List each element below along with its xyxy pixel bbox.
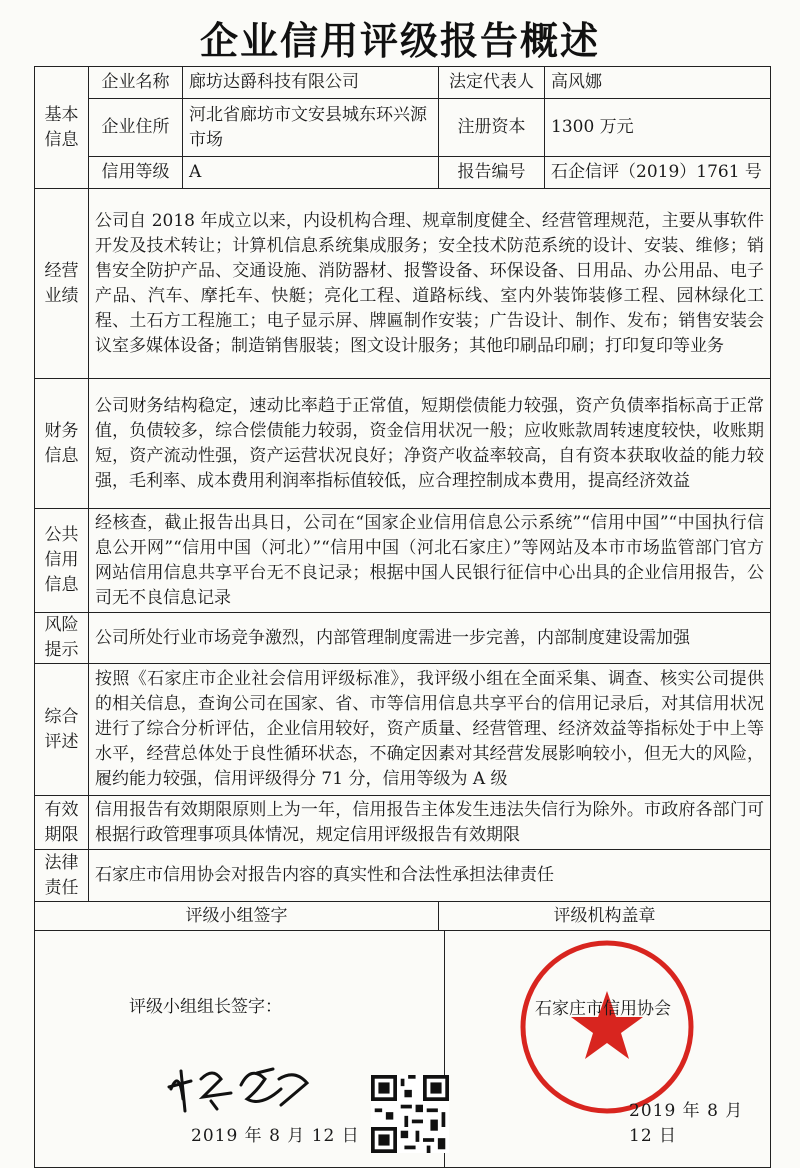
company-name-label: 企业名称 [89,67,183,99]
section-finance: 财务 信息 [35,379,89,509]
leader-signature-label: 评级小组组长签字： [129,997,282,1017]
address-label: 企业住所 [89,99,183,157]
validity-text: 信用报告有效期限原则上为一年，信用报告主体发生违法失信行为除外。市政府各部门可根据行政管理事项具体情况，规定信用评级报告有效期限 [89,796,771,850]
sign-group-header: 评级小组签字 [35,902,439,931]
report-no-value: 石企信评（2019）1761 号 [545,157,771,189]
address-value: 河北省廊坊市文安县城东环兴源市场 [183,99,439,157]
seal-org-header: 评级机构盖章 [439,902,771,931]
qr-code [371,1075,449,1153]
finance-text: 公司财务结构稳定，速动比率趋于正常值，短期偿债能力较强，资产负债率指标高于正常值，负债较多，综合偿债能力较弱，资金信用状况一般；应收账款周转速度较快，收账期短，资产流动性强，资产运营状况良好；净资产收益率较高，自有资本获取收益的能力较强，毛利率、成本费用利润率指标值较低，应合理控制成本费用，提高经济效益 [89,379,771,509]
section-validity: 有效 期限 [35,796,89,850]
summary-text: 按照《石家庄市企业社会信用评级标准》，我评级小组在全面采集、调查、核实公司提供的相关信息，查询公司在国家、省、市等信用信息共享平台的信用记录后，对其信用状况进行了综合分析评估，企业信用较好，资产质量、经营管理、经济效益等指标处于中上等水平，经营总体处于良性循环状态，不确定因素对其经营发展影响较小，但无大的风险，履约能力较强，信用评级得分 71 分，信用等级为 A 级 [89,664,771,796]
business-text: 公司自 2018 年成立以来，内设机构合理、规章制度健全、经营管理规范，主要从事软件开发及技术转让；计算机信息系统集成服务；安全技术防范系统的设计、安装、维修；销售安全防护产品、交通设施、消防器材、报警设备、环保设备、日用品、办公用品、电子产品、汽车、摩托车、快艇；亮化工程、道路标线、室内外装饰装修工程、园林绿化工程、土石方工程施工；电子显示屏、牌匾制作安装；广告设计、制作、发布；销售安装会议室多媒体设备；制造销售服装；图文设计服务；其他印刷品印刷；打印复印等业务 [89,189,771,379]
legal-rep-value: 高风娜 [545,67,771,99]
credit-grade-label: 信用等级 [89,157,183,189]
report-table [34,66,771,1168]
signature-area [35,931,771,1168]
handwritten-signature [161,1049,321,1119]
liability-text: 石家庄市信用协会对报告内容的真实性和合法性承担法律责任 [89,850,771,902]
section-risk: 风险 提示 [35,613,89,664]
public-credit-text: 经核查，截止报告出具日，公司在“国家企业信用信息公示系统”“信用中国”“中国执行信息公开网”“信用中国（河北）”“信用中国（河北石家庄）”等网站及本市市场监管部门官方网站信用信息共享平台无不良记录；根据中国人民银行征信中心出具的企业信用报告，公司无不良信息记录 [89,509,771,613]
page-title: 企业信用评级报告概述 [199,19,600,63]
section-business: 经营 业绩 [35,189,89,379]
seal-date: 2019 年 8 月 12 日 [629,1101,744,1146]
capital-label: 注册资本 [439,99,545,157]
seal-caption: 石家庄市信用协会 [535,999,671,1019]
section-public-credit: 公共 信用 信息 [35,509,89,613]
risk-text: 公司所处行业市场竞争激烈，内部管理制度需进一步完善，内部制度建设需加强 [89,613,771,664]
credit-grade-value: A [183,157,439,189]
capital-value: 1300 万元 [545,99,771,157]
company-name-value: 廊坊达爵科技有限公司 [183,67,439,99]
section-basic-info: 基本 信息 [35,67,89,189]
report-no-label: 报告编号 [439,157,545,189]
legal-rep-label: 法定代表人 [439,67,545,99]
section-summary: 综合 评述 [35,664,89,796]
signature-date: 2019 年 8 月 12 日 [191,1126,360,1146]
organization-seal-icon [519,939,695,1115]
section-liability: 法律 责任 [35,850,89,902]
